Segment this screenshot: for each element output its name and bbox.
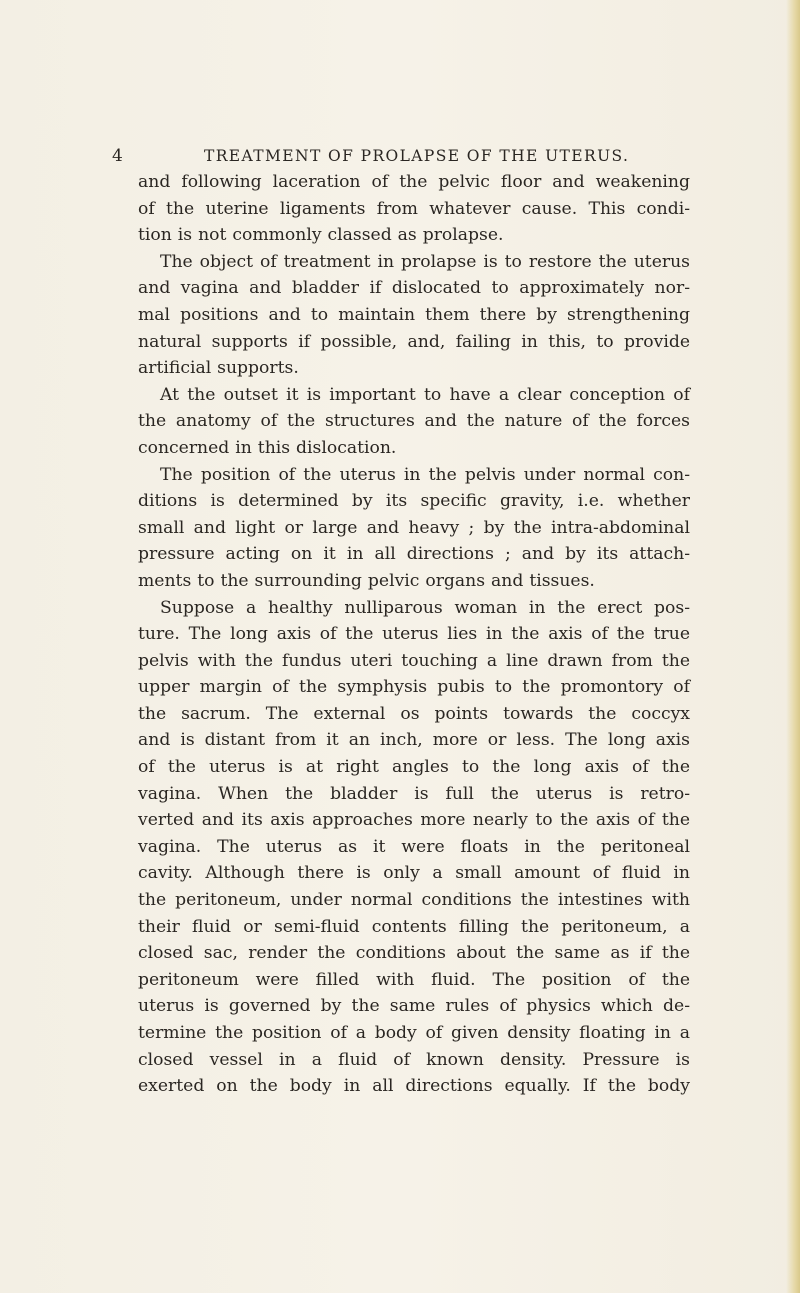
text-line: The position of the uterus in the pelvis under normal con- <box>160 464 690 485</box>
text-line: their fluid or semi-fluid contents filling the peritoneum, a <box>138 916 690 937</box>
text-line: concerned in this dislocation. <box>138 437 397 458</box>
page-number: 4 <box>112 146 124 166</box>
text-line: closed sac, render the conditions about the same as if the <box>138 943 690 964</box>
text-line: natural supports if possible, and, failing in this, to provide <box>138 331 690 352</box>
text-line: of the uterus is at right angles to the long axis of the <box>138 757 690 778</box>
text-line: cavity. Although there is only a small amount of fluid in <box>138 863 690 884</box>
text-line: artificial supports. <box>138 358 299 379</box>
text-line: and following laceration of the pelvic floor and weakening <box>138 172 690 192</box>
text-line: of the uterine ligaments from whatever cause. This condi- <box>138 198 690 219</box>
text-line: ments to the surrounding pelvic organs and tissues. <box>138 570 595 591</box>
text-line: ture. The long axis of the uterus lies in the axis of the true <box>138 624 690 645</box>
text-line: vagina. The uterus as it were floats in the peritoneal <box>138 836 690 857</box>
text-line: Suppose a healthy nulliparous woman in the erect pos- <box>160 597 690 618</box>
text-line: small and light or large and heavy ; by the intra-abdominal <box>138 517 690 538</box>
body-text <box>138 169 690 1100</box>
text-line: termine the position of a body of given density floating in a <box>138 1023 690 1043</box>
text-line: pelvis with the fundus uteri touching a line drawn from the <box>138 650 690 671</box>
text-line: verted and its axis approaches more nearly to the axis of the <box>138 810 690 831</box>
text-line: peritoneum were filled with fluid. The position of the <box>138 969 690 990</box>
text-line: the anatomy of the structures and the nature of the forces <box>138 411 690 432</box>
text-line: At the outset it is important to have a clear conception of <box>160 384 690 405</box>
text-line: vagina. When the bladder is full the uterus is retro- <box>138 783 690 804</box>
text-line: The object of treatment in prolapse is to restore the uterus <box>160 251 690 272</box>
running-title: TREATMENT OF PROLAPSE OF THE UTERUS. <box>204 147 630 165</box>
text-line: and vagina and bladder if dislocated to approximately nor- <box>138 278 690 299</box>
text-line: the peritoneum, under normal conditions the intestines with <box>138 890 690 911</box>
text-line: uterus is governed by the same rules of physics which de- <box>138 996 690 1017</box>
text-line: tion is not commonly classed as prolapse. <box>138 225 504 246</box>
text-line: pressure acting on it in all directions ; and by its attach- <box>138 544 690 565</box>
text-line: ditions is determined by its specific gravity, i.e. whether <box>138 491 690 512</box>
text-line: and is distant from it an inch, more or less. The long axis <box>138 730 690 751</box>
text-line: closed vessel in a fluid of known density. Pressure is <box>138 1049 690 1070</box>
page-edge <box>786 0 800 1293</box>
text-line: mal positions and to maintain them there by strengthening <box>138 304 690 325</box>
text-line: the sacrum. The external os points towards the coccyx <box>138 703 690 724</box>
text-line: exerted on the body in all directions equally. If the body <box>138 1076 690 1097</box>
text-line: upper margin of the symphysis pubis to the promontory of <box>138 677 690 698</box>
